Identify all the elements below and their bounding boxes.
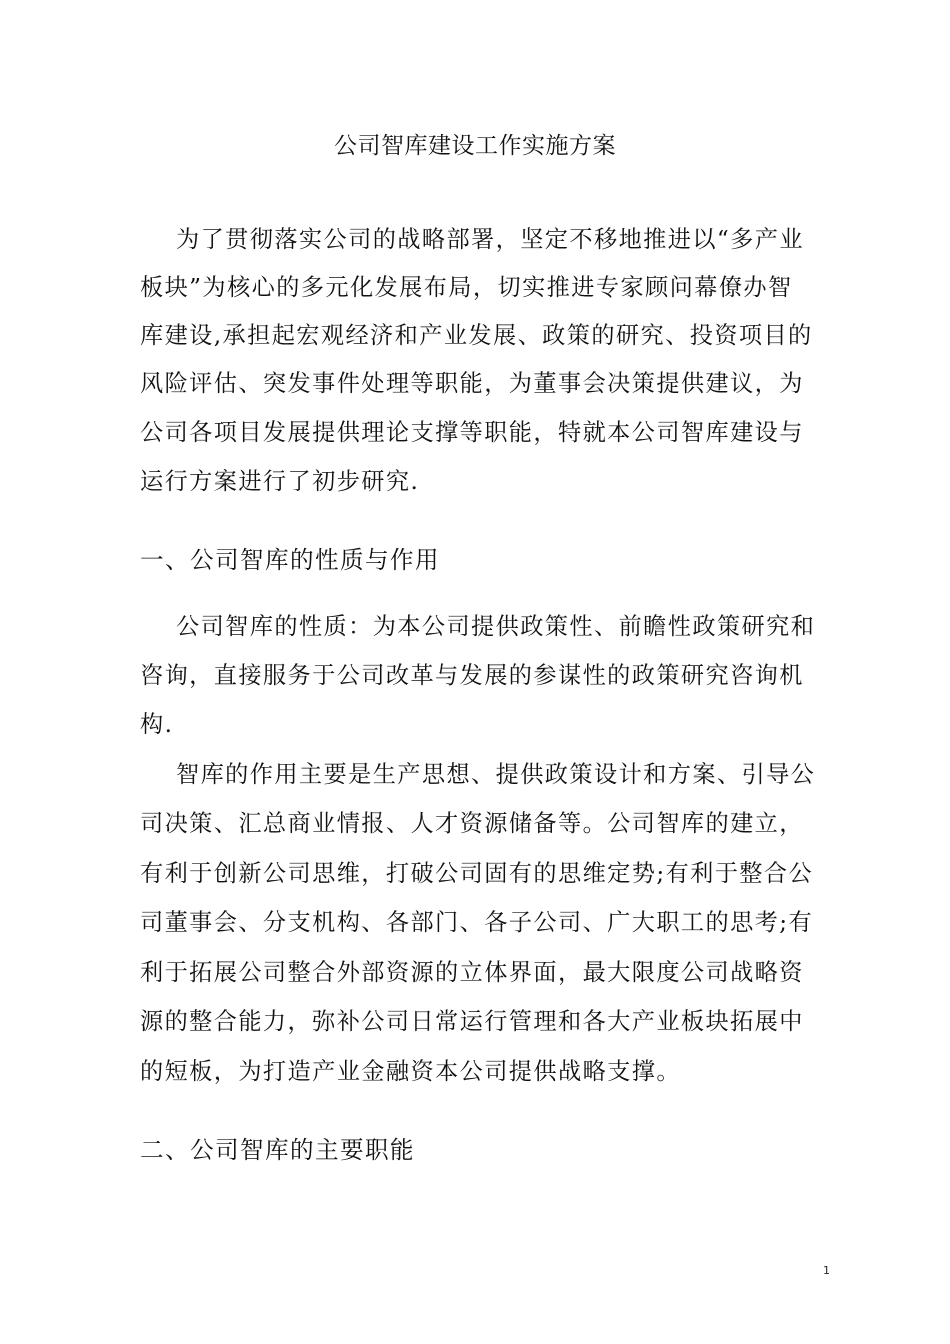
role-paragraph-line: 源的整合能力，弥补公司日常运行管理和各大产业板块拓展中 xyxy=(140,1008,804,1035)
role-paragraph-line: 利于拓展公司整合外部资源的立体界面，最大限度公司战略资 xyxy=(140,959,804,986)
intro-paragraph-line: 公司各项目发展提供理论支撑等职能，特就本公司智库建设与 xyxy=(140,419,804,446)
section-heading-1: 一、公司智库的性质与作用 xyxy=(140,546,440,574)
section-heading-2: 二、公司智库的主要职能 xyxy=(140,1136,415,1164)
document-title: 公司智库建设工作实施方案 xyxy=(334,133,616,159)
intro-paragraph-line: 板块”为核心的多元化发展布局，切实推进专家顾问幕僚办智 xyxy=(140,274,793,301)
role-paragraph-line: 智库的作用主要是生产思想、提供政策设计和方案、引导公 xyxy=(176,761,816,788)
role-paragraph-line: 司董事会、分支机构、各部门、各子公司、广大职工的思考;有 xyxy=(140,909,814,936)
nature-paragraph-line: 公司智库的性质：为本公司提供政策性、前瞻性政策研究和 xyxy=(176,613,816,640)
intro-paragraph-line: 运行方案进行了初步研究. xyxy=(140,468,420,495)
nature-paragraph-line: 咨询，直接服务于公司改革与发展的参谋性的政策研究咨询机 xyxy=(140,662,804,689)
intro-paragraph-line: 风险评估、突发事件处理等职能，为董事会决策提供建议，为 xyxy=(140,370,804,397)
intro-paragraph-line: 为了贯彻落实公司的战略部署，坚定不移地推进以“多产业 xyxy=(176,226,804,253)
page-number: 1 xyxy=(823,1264,830,1277)
role-paragraph-line: 有利于创新公司思维，打破公司固有的思维定势;有利于整合公 xyxy=(140,860,814,887)
role-paragraph-line: 的短板，为打造产业金融资本公司提供战略支撑。 xyxy=(140,1058,681,1085)
role-paragraph-line: 司决策、汇总商业情报、人才资源储备等。公司智库的建立， xyxy=(140,810,804,837)
nature-paragraph-line: 构. xyxy=(140,711,174,738)
intro-paragraph-line: 库建设,承担起宏观经济和产业发展、政策的研究、投资项目的 xyxy=(140,322,813,349)
